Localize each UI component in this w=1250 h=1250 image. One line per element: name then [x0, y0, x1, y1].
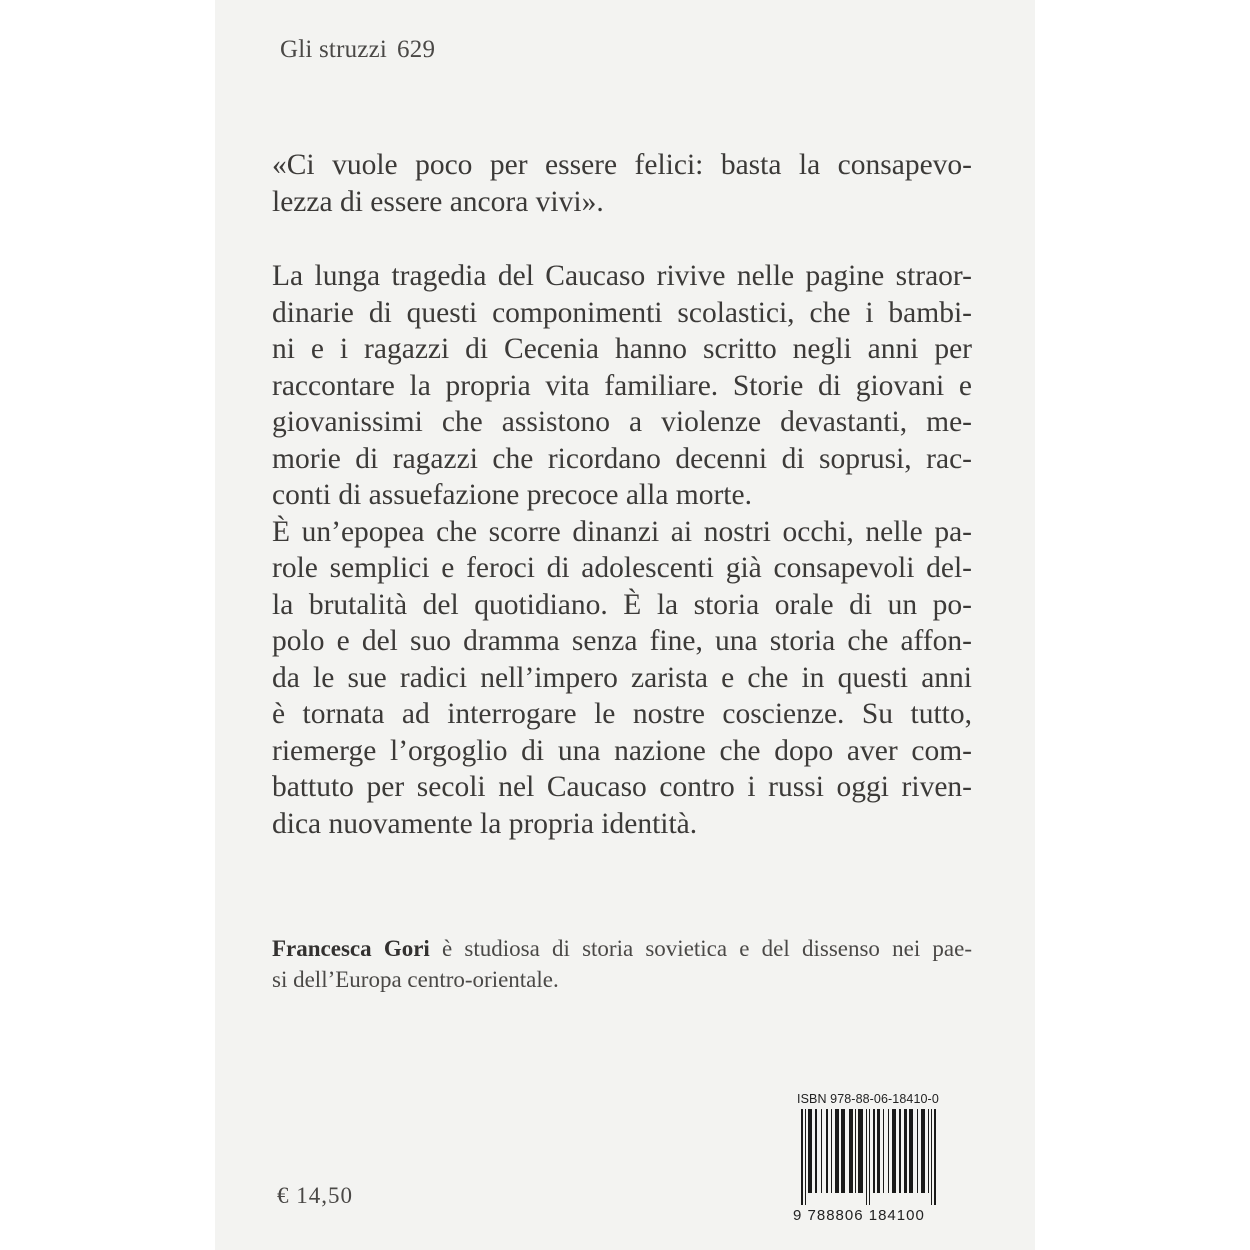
barcode-digits: 9 788806 184100 — [793, 1207, 925, 1224]
series-name: Gli struzzi — [280, 36, 388, 63]
quote-line: lezza di essere ancora vivi». — [272, 185, 604, 218]
blurb-line: raccontare la propria vita familiare. Storie di giovani e — [272, 369, 972, 402]
series-label — [280, 36, 435, 64]
blurb-paragraph — [272, 258, 972, 842]
author-name: Francesca Gori — [272, 936, 430, 961]
blurb-line: dinarie di questi componimenti scolastici, che i bambi- — [272, 296, 972, 329]
blurb-line: la brutalità del quotidiano. È la storia orale di un po- — [272, 588, 972, 621]
blurb-line: morie di ragazzi che ricordano decenni di soprusi, rac- — [272, 442, 972, 475]
blurb-line: riemerge l’orgoglio di una nazione che dopo aver com- — [272, 734, 972, 767]
blurb-line: conti di assuefazione precoce alla morte. — [272, 479, 752, 511]
author-bio — [272, 933, 972, 995]
author-bio-line: si dell’Europa centro-orientale. — [272, 967, 559, 992]
blurb-line: dica nuovamente la propria identità. — [272, 807, 698, 840]
blurb-line: da le sue radici nell’impero zarista e che in questi anni — [272, 661, 972, 694]
isbn-barcode — [793, 1092, 963, 1224]
quote-line: «Ci vuole poco per essere felici: basta la consapevo- — [272, 149, 972, 181]
price-label: € 14,50 — [277, 1183, 353, 1208]
isbn-label: ISBN 978-88-06-18410-0 — [797, 1092, 939, 1106]
blurb-line: battuto per secoli nel Caucaso contro i russi oggi riven- — [272, 771, 972, 803]
epigraph-quote — [272, 147, 972, 220]
blurb-line: È un’epopea che scorre dinanzi ai nostri occhi, nelle pa- — [272, 515, 972, 548]
author-bio-text: è studiosa di storia sovietica e del dissenso nei pae- — [429, 936, 972, 961]
blurb-line: polo e del suo dramma senza fine, una storia che affon- — [272, 625, 972, 657]
author-bio-line — [272, 933, 972, 964]
blurb-line: La lunga tragedia del Caucaso rivive nelle pagine straor- — [272, 260, 972, 292]
book-back-cover — [215, 0, 1035, 1250]
blurb-line: giovanissimi che assistono a violenze devastanti, me- — [272, 406, 972, 438]
blurb-line: è tornata ad interrogare le nostre coscienze. Su tutto, — [272, 698, 972, 730]
barcode-bars — [793, 1109, 963, 1205]
blurb-line: role semplici e feroci di adolescenti già consapevoli del- — [272, 552, 972, 584]
series-number: 629 — [397, 36, 436, 63]
blurb-line: ni e i ragazzi di Cecenia hanno scritto negli anni per — [272, 333, 972, 365]
